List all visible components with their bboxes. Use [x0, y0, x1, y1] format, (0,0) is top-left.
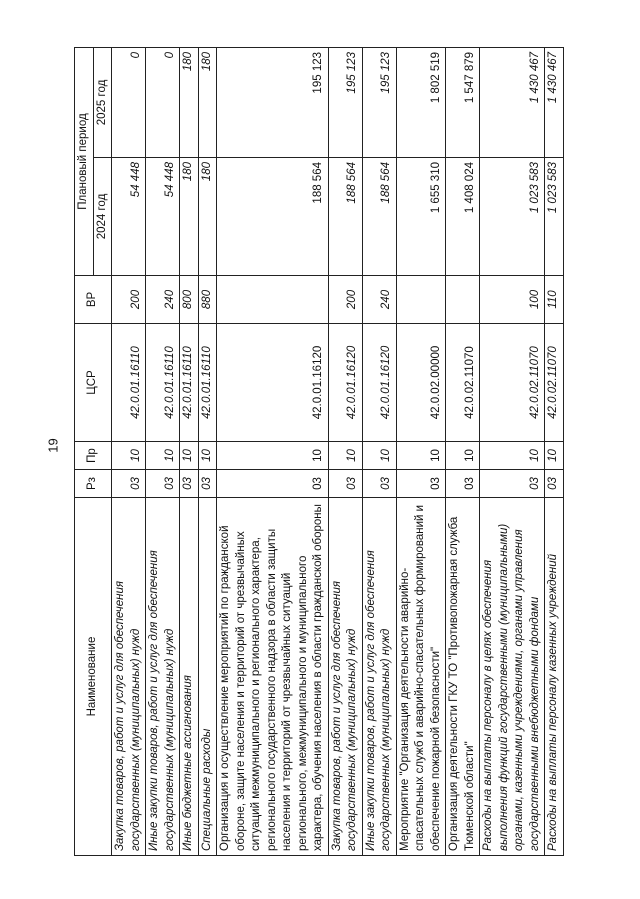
row-rz: 03 — [396, 470, 446, 498]
row-vr: 880 — [198, 276, 217, 324]
row-vr: 240 — [146, 276, 180, 324]
table-row — [545, 47, 564, 855]
row-value-2024: 1 023 583 — [480, 158, 545, 276]
row-rz: 03 — [328, 470, 362, 498]
row-pr: 10 — [146, 442, 180, 470]
table-body — [112, 47, 564, 855]
row-value-2025: 0 — [146, 47, 180, 157]
row-value-2025: 1 547 879 — [446, 47, 480, 157]
table-row — [112, 47, 146, 855]
row-vr — [217, 276, 329, 324]
row-value-2025: 195 123 — [217, 47, 329, 157]
header-year-2025: 2025 год — [93, 47, 112, 157]
row-value-2024: 188 564 — [328, 158, 362, 276]
budget-table — [74, 47, 564, 856]
row-csr: 42.0.01.16120 — [362, 324, 396, 442]
row-vr: 200 — [328, 276, 362, 324]
row-csr: 42.0.02.00000 — [396, 324, 446, 442]
table-row — [446, 47, 480, 855]
row-csr: 42.0.01.16110 — [112, 324, 146, 442]
header-csr: ЦСР — [75, 324, 112, 442]
row-pr: 10 — [217, 442, 329, 470]
row-pr: 10 — [396, 442, 446, 470]
row-csr: 42.0.01.16120 — [217, 324, 329, 442]
row-pr: 10 — [328, 442, 362, 470]
row-pr: 10 — [480, 442, 545, 470]
row-name: Организация и осуществление мероприятий по гражданской обороне, защите населения и территорий от чрезвычайных ситуаций межмуниципального и регионального характера, регионального государственного надзора в области защиты населения и территорий от чрезвычайных ситуаций регионального, межмуниципального и муниципального характера, обучения населения в области гражданской обороны — [217, 498, 329, 856]
row-name: Иные бюджетные ассигнования — [180, 498, 199, 856]
row-name: Мероприятие "Организация деятельности аварийно-спасательных служб и аварийно-спасательных формирований и обеспечение пожарной безопасности" — [396, 498, 446, 856]
header-plan-period: Плановый период — [75, 47, 94, 275]
row-rz: 03 — [480, 470, 545, 498]
page-number: 19 — [45, 438, 61, 453]
row-csr: 42.0.01.16110 — [198, 324, 217, 442]
row-pr: 10 — [112, 442, 146, 470]
rotated-table-container — [74, 48, 574, 856]
row-value-2025: 1 430 467 — [480, 47, 545, 157]
header-rz: Рз — [75, 470, 112, 498]
row-value-2024: 54 448 — [146, 158, 180, 276]
table-row — [328, 47, 362, 855]
row-value-2024: 1 023 583 — [545, 158, 564, 276]
table-row — [180, 47, 199, 855]
row-rz: 03 — [146, 470, 180, 498]
row-pr: 10 — [446, 442, 480, 470]
table-row — [198, 47, 217, 855]
row-vr: 800 — [180, 276, 199, 324]
table-row — [362, 47, 396, 855]
table-row — [396, 47, 446, 855]
row-csr: 42.0.02.11070 — [446, 324, 480, 442]
row-vr: 100 — [480, 276, 545, 324]
row-name: Иные закупки товаров, работ и услуг для обеспечения государственных (муниципальных) нужд — [146, 498, 180, 856]
row-name: Специальные расходы — [198, 498, 217, 856]
row-pr: 10 — [545, 442, 564, 470]
row-value-2024: 180 — [198, 158, 217, 276]
row-name: Закупка товаров, работ и услуг для обеспечения государственных (муниципальных) нужд — [328, 498, 362, 856]
row-rz: 03 — [112, 470, 146, 498]
header-name: Наименование — [75, 498, 112, 856]
row-pr: 10 — [198, 442, 217, 470]
table-row — [217, 47, 329, 855]
table-row — [480, 47, 545, 855]
row-value-2025: 180 — [180, 47, 199, 157]
row-vr — [446, 276, 480, 324]
header-vr: ВР — [75, 276, 112, 324]
row-rz: 03 — [446, 470, 480, 498]
row-csr: 42.0.01.16120 — [328, 324, 362, 442]
row-csr: 42.0.01.16110 — [146, 324, 180, 442]
row-value-2025: 0 — [112, 47, 146, 157]
row-value-2024: 188 564 — [362, 158, 396, 276]
row-name: Расходы на выплаты персоналу в целях обеспечения выполнения функций государственными (муниципальными) органами, казенными учреждениями, органами управления государственными внебюджетными фондами — [480, 498, 545, 856]
row-name: Закупка товаров, работ и услуг для обеспечения государственных (муниципальных) нужд — [112, 498, 146, 856]
header-pr: Пр — [75, 442, 112, 470]
row-name: Иные закупки товаров, работ и услуг для обеспечения государственных (муниципальных) нужд — [362, 498, 396, 856]
row-rz: 03 — [362, 470, 396, 498]
row-value-2025: 195 123 — [362, 47, 396, 157]
row-value-2024: 54 448 — [112, 158, 146, 276]
table-row — [146, 47, 180, 855]
row-value-2024: 1 655 310 — [396, 158, 446, 276]
row-rz: 03 — [545, 470, 564, 498]
row-vr: 110 — [545, 276, 564, 324]
row-pr: 10 — [362, 442, 396, 470]
row-csr: 42.0.01.16110 — [180, 324, 199, 442]
row-value-2025: 195 123 — [328, 47, 362, 157]
row-value-2024: 180 — [180, 158, 199, 276]
row-value-2024: 1 408 024 — [446, 158, 480, 276]
row-pr: 10 — [180, 442, 199, 470]
row-value-2025: 1 802 519 — [396, 47, 446, 157]
row-csr: 42.0.02.11070 — [545, 324, 564, 442]
row-csr: 42.0.02.11070 — [480, 324, 545, 442]
row-value-2025: 180 — [198, 47, 217, 157]
header-row — [75, 47, 94, 855]
row-rz: 03 — [180, 470, 199, 498]
row-vr: 240 — [362, 276, 396, 324]
row-rz: 03 — [217, 470, 329, 498]
row-vr: 200 — [112, 276, 146, 324]
row-value-2025: 1 430 467 — [545, 47, 564, 157]
row-rz: 03 — [198, 470, 217, 498]
row-name: Организация деятельности ГКУ ТО "Противопожарная служба Тюменской области" — [446, 498, 480, 856]
row-name: Расходы на выплаты персоналу казенных учреждений — [545, 498, 564, 856]
row-vr — [396, 276, 446, 324]
header-year-2024: 2024 год — [93, 158, 112, 276]
row-value-2024: 188 564 — [217, 158, 329, 276]
